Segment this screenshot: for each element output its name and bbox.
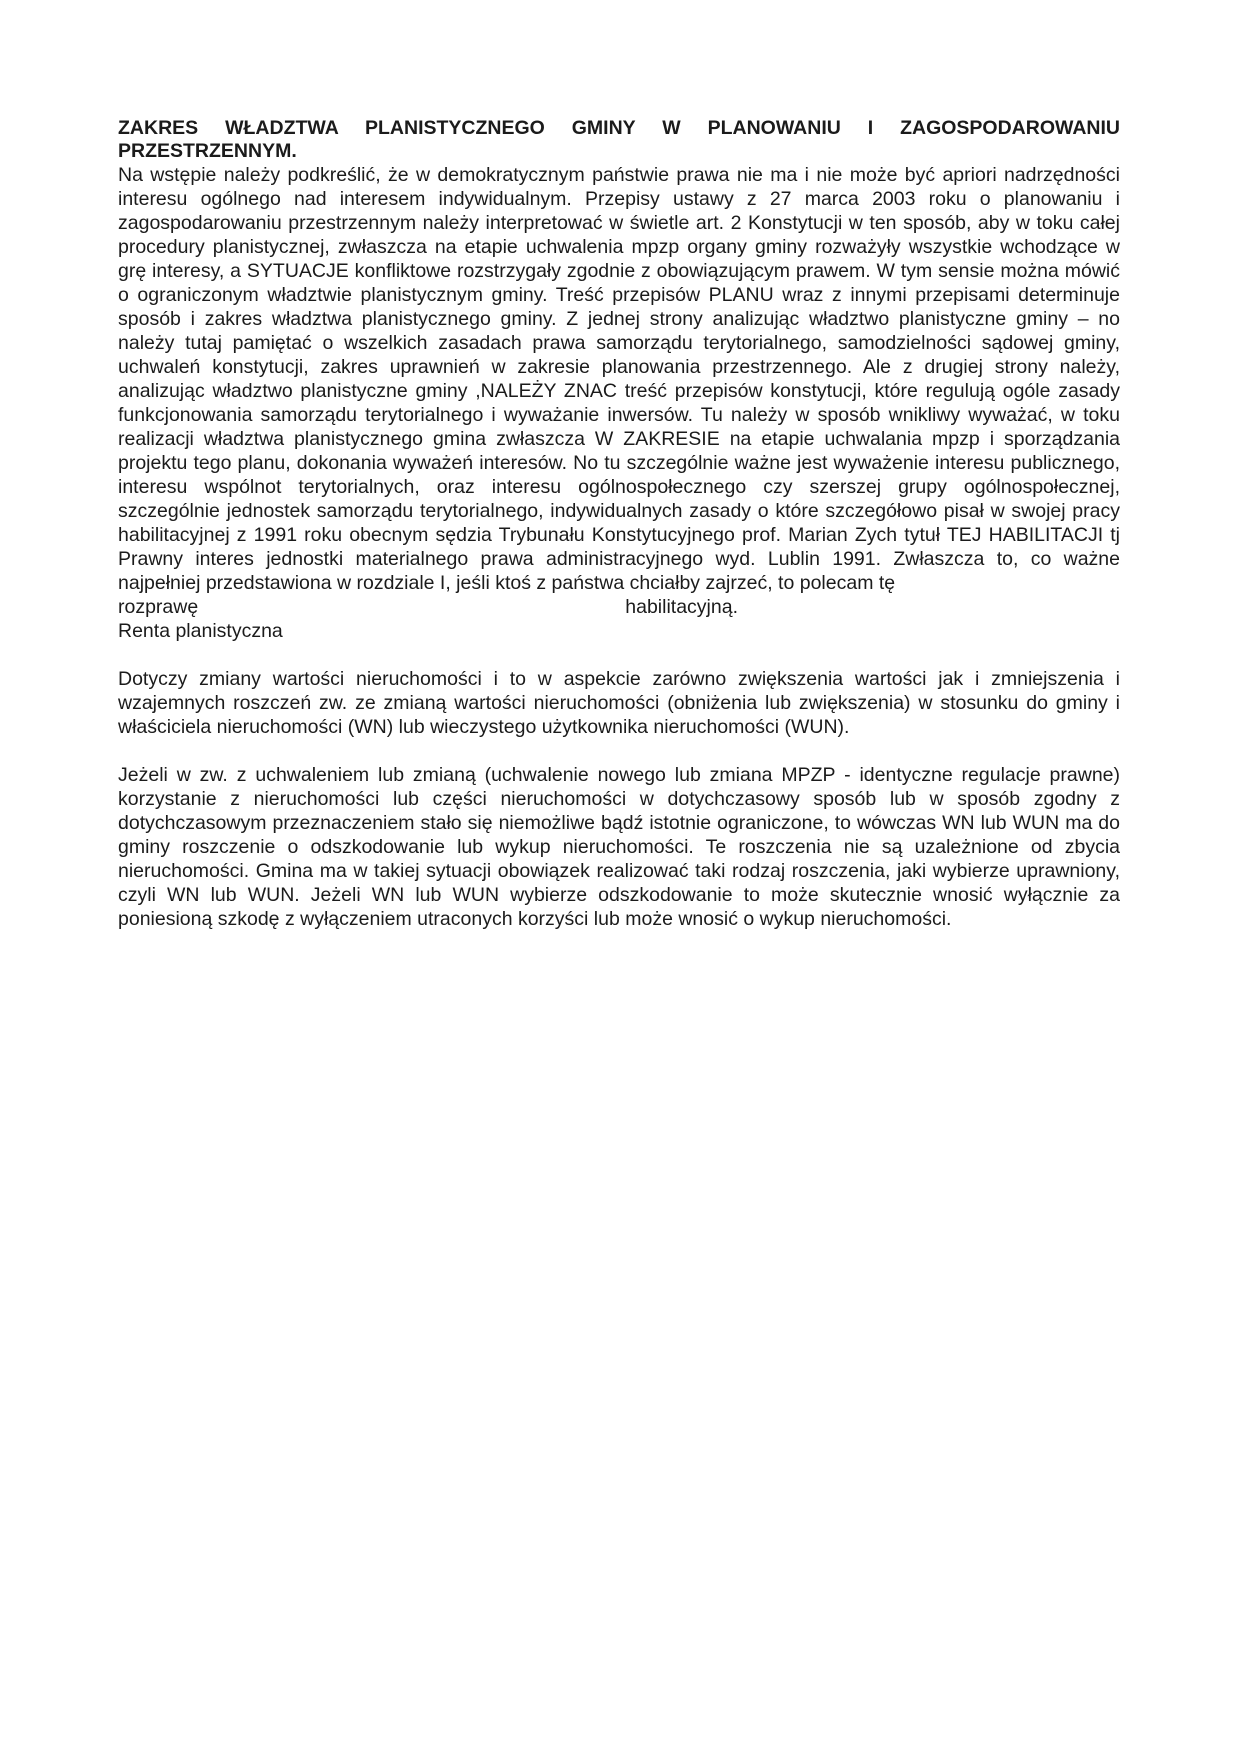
paragraph-renta-definition: Dotyczy zmiany wartości nieruchomości i to w aspekcie zarówno zwiększenia wartości jak i zmniejszenia i wzajemnych roszczeń zw. ze zmianą wartości nieruchomości (obniżenia lub zwiększenia) w stosunku do gminy i właściciela nieruchomości (WN) lub wieczystego użytkownika nieruchomości (WUN).: [118, 668, 1120, 738]
section-subtitle: Renta planistyczna: [118, 620, 283, 642]
spacer: [118, 739, 1120, 763]
tail-right-text: habilitacyjną.: [625, 596, 738, 618]
document-title: ZAKRES WŁADZTWA PLANISTYCZNEGO GMINY W PLANOWANIU I ZAGOSPODAROWANIU PRZESTRZENNYM.: [118, 117, 1120, 162]
paragraph-renta-claims: Jeżeli w zw. z uchwaleniem lub zmianą (uchwalenie nowego lub zmiana MPZP - identyczne regulacje prawne) korzystanie z nieruchomości lub części nieruchomości w dotychczasowy sposób lub w sposób zgodny z dotychczasowym przeznaczeniem stało się niemożliwe bądź istotnie ograniczone, to wówczas WN lub WUN ma do gminy roszczenie o odszkodowanie lub wykup nieruchomości. Te roszczenia nie są uzależnione od zbycia nieruchomości. Gmina ma w takiej sytuacji obowiązek realizować taki rodzaj roszczenia, jaki wybierze uprawniony, czyli WN lub WUN. Jeżeli WN lub WUN wybierze odszkodowanie to może skutecznie wnosić wyłącznie za poniesioną szkodę z wyłączeniem utraconych korzyści lub może wnosić o wykup nieruchomości.: [118, 764, 1120, 930]
spacer: [118, 643, 1120, 667]
tail-left-text: rozprawę: [118, 596, 199, 618]
paragraph-intro-tail: [118, 595, 738, 619]
document-page: [118, 117, 1120, 931]
paragraph-intro: Na wstępie należy podkreślić, że w demokratycznym państwie prawa nie ma i nie może być apriori nadrzędności interesu ogólnego nad interesem indywidualnym. Przepisy ustawy z 27 marca 2003 roku o planowaniu i zagospodarowaniu przestrzennym należy interpretować w świetle art. 2 Konstytucji w ten sposób, aby w toku całej procedury planistycznej, zwłaszcza na etapie uchwalenia mpzp organy gminy rozważyły wszystkie wchodzące w grę interesy, a SYTUACJE konfliktowe rozstrzygały zgodnie z obowiązującym prawem. W tym sensie można mówić o ograniczonym władztwie planistycznym gminy. Treść przepisów PLANU wraz z innymi przepisami determinuje sposób i zakres władztwa planistycznego gminy. Z jednej strony analizując władztwo planistyczne gminy – no należy tutaj pamiętać o wszelkich zasadach prawa samorządu terytorialnego, samodzielności sądowej gminy, uchwaleń konstytucji, zakres uprawnień w zakresie planowania przestrzennego. Ale z drugiej strony należy, analizując władztwo planistyczne gminy ,NALEŻY ZNAC treść przepisów konstytucji, które regulują ogóle zasady funkcjonowania samorządu terytorialnego i wyważanie inwersów. Tu należy w sposób wnikliwy wyważać, w toku realizacji władztwa planistycznego gmina zwłaszcza W ZAKRESIE na etapie uchwalania mpzp i sporządzania projektu tego planu, dokonania wyważeń interesów. No tu szczególnie ważne jest wyważenie interesu publicznego, interesu wspólnot terytorialnych, oraz interesu ogólnospołecznego czy szerszej grupy ogólnospołecznej, szczególnie jednostek samorządu terytorialnego, indywidualnych zasady o które szczegółowo pisał w swojej pracy habilitacyjnej z 1991 roku obecnym sędzia Trybunału Konstytucyjnego prof. Marian Zych tytuł TEJ HABILITACJI tj Prawny interes jednostki materialnego prawa administracyjnego wyd. Lublin 1991. Zwłaszcza to, co ważne najpełniej przedstawiona w rozdziale I, jeśli ktoś z państwa chciałby zajrzeć, to polecam tę: [118, 164, 1120, 594]
